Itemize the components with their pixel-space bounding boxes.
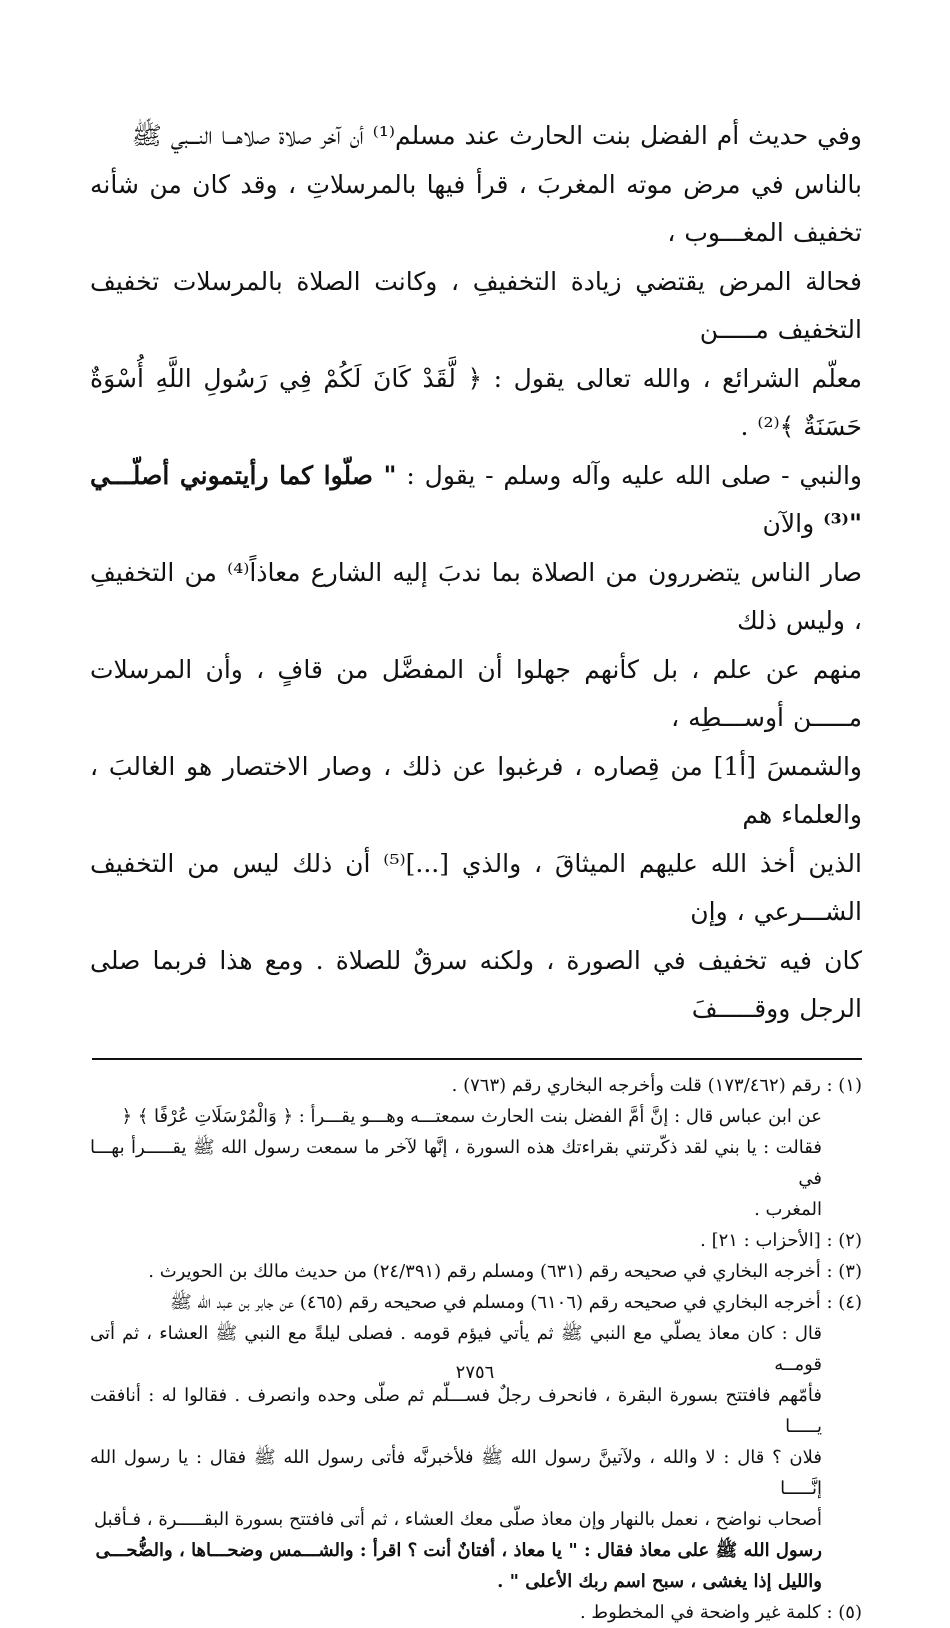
body-line: كان فيه تخفيف في الصورة ، ولكنه سرقٌ للصلاة . ومع هذا فربما صلى الرجل ووقـــــفَ [90,945,862,1023]
body-line-suffix: والآن [762,509,815,538]
body-line: منهم عن علم ، بل كأنهم جهلوا أن المفضَّل من قافٍ ، وأن المرسلات مـــــن أوســـطِه ، [90,654,862,732]
body-line: وفي حديث أم الفضل بنت الحارث عند مسلم⁽¹⁾ أن آخر صلاة صلاهـــا النـــبي ﷺ [131,121,862,150]
body-line: صار الناس يتضررون من الصلاة بما ندبَ إليه الشارع معاذاً⁽⁴⁾ من التخفيفِ ، وليس ذلك [90,557,862,635]
footnote-1-continuation: فقالت : يا بني لقد ذكّرتني بقراءتك هذه السورة ، إنَّها لآخر ما سمعت رسول الله ﷺ يقـــــرأ بهـــا في [90,1136,822,1189]
footnote-5: (٥) : كلمة غير واضحة في المخطوط . [579,1601,862,1623]
document-page [90,112,862,1628]
body-line: والشمسَ [أ1] من قِصاره ، فرغبوا عن ذلك ، وصار الاختصار هو الغالبَ ، والعلماء هم [90,751,863,829]
body-line-prefix: والنبي - صلى الله عليه وآله وسلم - يقول : [406,460,862,490]
main-body-text [90,112,862,1034]
body-line: بالناس في مرض موته المغربَ ، قرأ فيها بالمرسلاتِ ، وقد كان من شأنه تخفيف المغـــوب ، [90,169,862,247]
body-line: معلّم الشرائع ، والله تعالى يقول : ﴿ لَّقَدْ كَانَ لَكُمْ فِي رَسُولِ اللَّهِ أُسْوَةٌ حَسَنَةٌ ﴾⁽²⁾ . [90,363,862,441]
footnote-1: (١) : رقم (١٧٣/٤٦٢) قلت وأخرجه البخاري رقم (٧٦٣) . [451,1074,862,1096]
footnote-divider [92,1058,862,1060]
footnote-4-continuation: والليل إذا يغشى ، سبح اسم ربك الأعلى " . [497,1570,822,1592]
footnote-2: (٢) : [الأحزاب : ٢١] . [700,1229,862,1251]
footnote-1-continuation: عن ابن عباس قال : إنَّ أمَّ الفضل بنت الحارث سمعتـــه وهـــو يقـــرأ : ﴿ وَالْمُرْسَلَاتِ عُرْفًا ﴾ ﴿ [121,1105,822,1127]
footnote-4-continuation: فلان ؟ قال : لا والله ، ولآتينَّ رسول الله ﷺ فلأخبرنَّه فأتى رسول الله ﷺ فقال : يا رسول الله إنَّـــــا [90,1446,822,1499]
footnote-1-continuation: المغرب . [754,1198,822,1220]
footnote-4: (٤) : أخرجه البخاري في صحيحه رقم (٦١٠٦) ومسلم في صحيحه رقم (٤٦٥) عن جابر بن عبد الله ﷺ [169,1291,862,1313]
body-line-mixed [90,452,862,549]
footnote-3: (٣) : أخرجه البخاري في صحيحه رقم (٦٣١) ومسلم رقم (٢٤/٣٩١) من حديث مالك بن الحويرث . [148,1260,862,1282]
footnote-4-continuation: رسول الله ﷺ على معاذ فقال : " يا معاذ ، أفتانٌ أنت ؟ اقرأ : والشـــمس وضحـــاها ، والضُّحـــى [95,1539,822,1561]
footnotes-section [90,1070,862,1628]
footnote-4-continuation: فأمّهم فافتتح بسورة البقرة ، فانحرف رجلٌ فســـلّم ثم صلّى وحده وانصرف . فقالوا له : أنافقت يـــــا [90,1384,822,1437]
body-line: فحالة المرض يقتضي زيادة التخفيفِ ، وكانت الصلاة بالمرسلات تخفيف التخفيف مـــــن [90,266,862,344]
footnote-4-continuation: أصحاب نواضح ، نعمل بالنهار وإن معاذ صلّى معك العشاء ، ثم أتى فافتتح بسورة البقـــــرة ، فـأقبل [94,1508,822,1530]
footnote-4-continuation: قال : كان معاذ يصلّي مع النبي ﷺ ثم يأتي فيؤم قومه . فصلى ليلةً مع النبي ﷺ العشاء ، ثم أتى قومــه [90,1322,822,1375]
page-number: ٢٧٥٦ [455,1362,495,1383]
hadith-quote: " صلّوا كما رأيتموني أصلّـــي "⁽³⁾ [90,460,862,538]
body-line: الذين أخذ الله عليهم الميثاقَ ، والذي [...]⁽⁵⁾ أن ذلك ليس من التخفيف الشـــرعي ، وإن [90,848,862,926]
